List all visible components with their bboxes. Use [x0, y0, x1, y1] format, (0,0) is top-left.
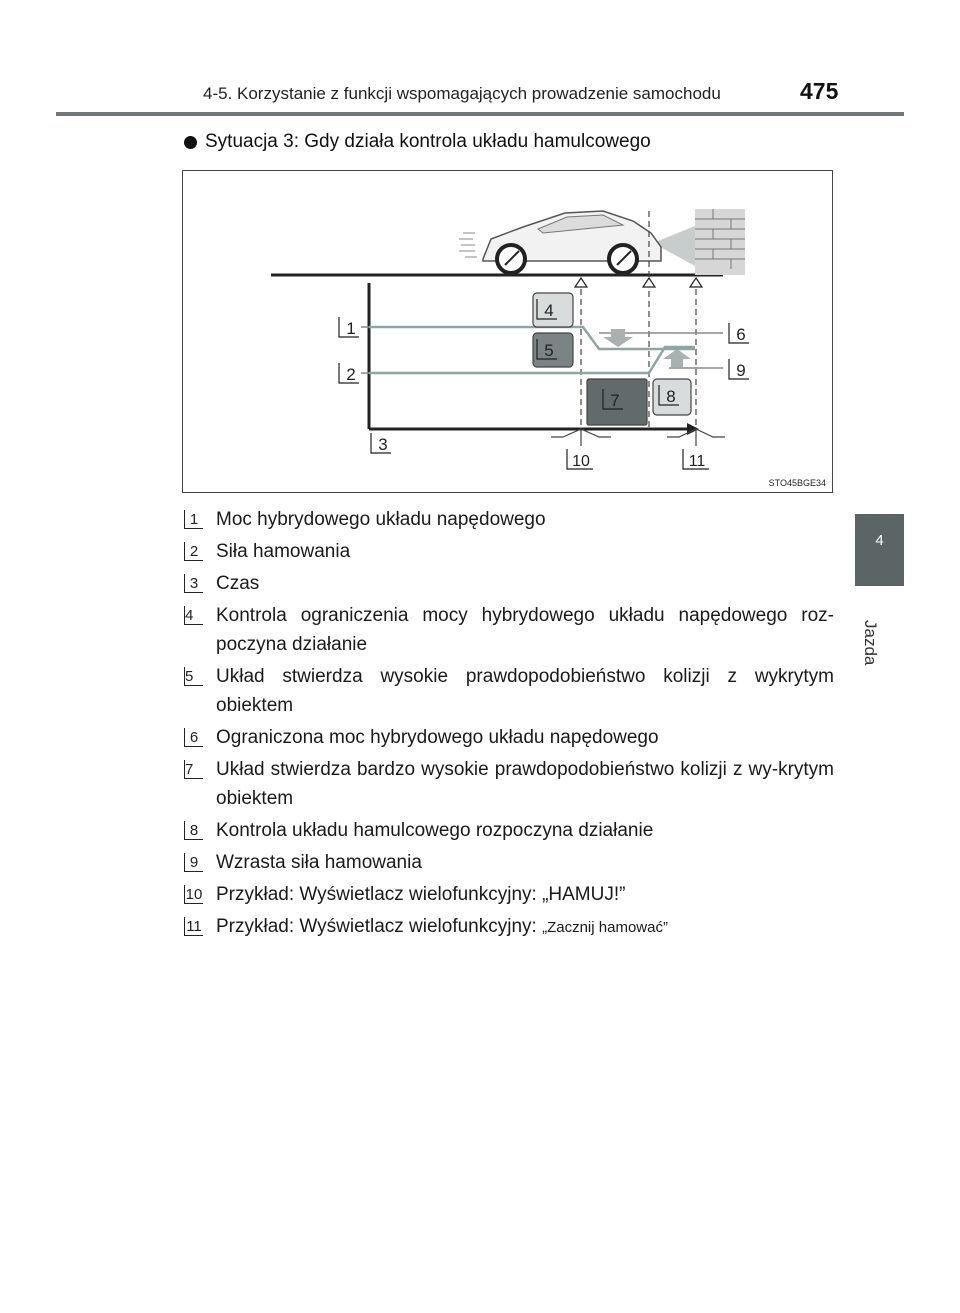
- legend-item: [184, 505, 834, 534]
- chapter-tab-label: Jazda: [861, 620, 880, 666]
- legend-number: 8: [184, 821, 203, 840]
- section-heading: [184, 131, 651, 153]
- svg-text:10: 10: [572, 453, 590, 470]
- svg-text:1: 1: [346, 319, 356, 338]
- legend-item: [184, 662, 834, 720]
- callout-1: [339, 317, 359, 338]
- legend-text: Przykład: Wyświetlacz wielofunkcyjny: „HAMUJ!”: [216, 884, 626, 905]
- power-line: [369, 327, 695, 349]
- legend-text: Układ stwierdza bardzo wysokie prawdopodobieństwo kolizji z wy-krytym obiektem: [216, 759, 834, 809]
- legend-text: Układ stwierdza wysokie prawdopodobieństwo kolizji z wykrytym obiektem: [216, 666, 834, 716]
- car-icon: [459, 211, 661, 273]
- callout-11: [683, 449, 709, 470]
- braking-diagram: [183, 171, 834, 494]
- illustration-figure: [182, 170, 833, 493]
- header-rule: [56, 112, 904, 116]
- running-header: 4-5. Korzystanie z funkcji wspomagających prowadzenie samochodu: [203, 84, 721, 103]
- brick-wall-icon: [695, 209, 745, 275]
- svg-text:3: 3: [378, 435, 388, 454]
- legend-item: [184, 537, 834, 566]
- legend-item: [184, 912, 834, 942]
- legend-number: 1: [184, 510, 203, 529]
- brake-line: [369, 347, 695, 373]
- chapter-tab-number: 4: [875, 532, 884, 549]
- legend-text: Moc hybrydowego układu napędowego: [216, 509, 546, 530]
- legend-number: 4: [184, 606, 203, 625]
- legend-number: 5: [184, 667, 203, 686]
- brake-up-arrow: [663, 349, 691, 367]
- legend-text: Ograniczona moc hybrydowego układu napędowego: [216, 727, 659, 748]
- legend-item: [184, 723, 834, 752]
- legend-list: [184, 505, 834, 945]
- legend-text: Kontrola ograniczenia mocy hybrydowego układu napędowego roz-poczyna działanie: [216, 605, 834, 655]
- svg-text:6: 6: [736, 325, 746, 344]
- legend-number: 2: [184, 542, 203, 561]
- svg-text:9: 9: [736, 361, 746, 380]
- legend-text: Kontrola układu hamulcowego rozpoczyna działanie: [216, 820, 654, 841]
- legend-item: [184, 601, 834, 659]
- legend-text: Wzrasta siła hamowania: [216, 852, 422, 873]
- legend-text-quote: „Zacznij hamować”: [542, 919, 668, 936]
- legend-item: [184, 848, 834, 877]
- bullet-icon: [184, 136, 197, 149]
- svg-text:8: 8: [666, 387, 676, 406]
- svg-text:7: 7: [610, 391, 620, 410]
- marker-triangle-2: [643, 278, 655, 287]
- legend-number: 9: [184, 853, 203, 872]
- section-heading-text: Sytuacja 3: Gdy działa kontrola układu hamulcowego: [205, 131, 651, 152]
- page-number: 475: [800, 78, 839, 104]
- callout-9: [729, 359, 749, 380]
- callout-3: [371, 433, 391, 454]
- legend-item: [184, 816, 834, 845]
- svg-text:4: 4: [544, 301, 554, 320]
- marker-triangle-1: [575, 278, 587, 287]
- legend-text: Czas: [216, 573, 260, 594]
- legend-number: 11: [184, 917, 203, 936]
- legend-item: [184, 569, 834, 598]
- callout-6: [729, 323, 749, 344]
- legend-number: 6: [184, 728, 203, 747]
- power-down-arrow: [603, 329, 633, 347]
- legend-item: [184, 755, 834, 813]
- legend-item: [184, 880, 834, 909]
- callout-2: [339, 363, 359, 384]
- legend-text: Przykład: Wyświetlacz wielofunkcyjny:: [216, 916, 543, 937]
- chapter-tab: [855, 514, 904, 586]
- legend-number: 3: [184, 574, 203, 593]
- callout-10: [567, 449, 593, 470]
- svg-text:2: 2: [346, 365, 356, 384]
- marker-triangle-3: [690, 278, 702, 287]
- svg-text:11: 11: [688, 453, 706, 470]
- svg-text:5: 5: [544, 341, 554, 360]
- legend-text: Siła hamowania: [216, 541, 351, 562]
- legend-number: 7: [184, 760, 203, 779]
- legend-number: 10: [185, 886, 203, 903]
- figure-code: STO45BGE34: [768, 478, 826, 488]
